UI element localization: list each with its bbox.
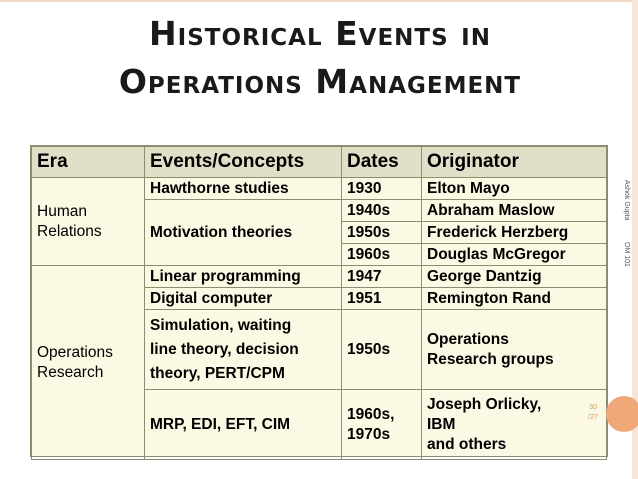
page-total: /27 [588,414,598,421]
originator-line: IBM [427,415,456,433]
originator-cell: George Dantzig [422,266,607,288]
date-cell: 1930 [342,178,422,200]
originator-cell: Douglas McGregor [422,244,607,266]
originator-cell: Elton Mayo [422,178,607,200]
title-line-2: Operations Management [118,62,522,101]
originator-line: Joseph Orlicky, [427,395,542,413]
events-table-container [30,145,608,457]
table-row [32,266,607,288]
page-edge [0,0,638,2]
date-cell: 1940s [342,200,422,222]
slide-footer-vertical [612,180,638,280]
title-line-1: Historical Events in [149,14,491,53]
date-line: 1970s [347,425,391,443]
header-dates: Dates [342,147,422,178]
event-cell: MRP, EDI, EFT, CIM [145,390,342,460]
date-cell: 1950s [342,222,422,244]
date-cell: 1947 [342,266,422,288]
date-cell [342,390,422,460]
header-events: Events/Concepts [145,147,342,178]
event-cell [145,310,342,390]
course-label: OM 101 [623,242,630,267]
originator-line: and others [427,435,507,453]
originator-cell: Remington Rand [422,288,607,310]
date-line: 1960s, [347,405,395,423]
originator-line: Research groups [427,350,554,368]
era-label-line: Relations [37,222,102,240]
events-table [31,146,607,460]
slide-title [60,10,580,106]
era-operations-research [32,266,145,460]
date-cell: 1960s [342,244,422,266]
page-current: 30 [589,404,597,411]
author-label: Ashok Gupta [623,180,630,221]
event-line: theory, PERT/CPM [150,364,285,382]
originator-cell [422,310,607,390]
event-line: line theory, decision [150,340,299,358]
table-row [32,178,607,200]
originator-cell: Abraham Maslow [422,200,607,222]
event-cell: Hawthorne studies [145,178,342,200]
era-label-line: Human [37,202,87,220]
header-originator: Originator [422,147,607,178]
event-cell: Digital computer [145,288,342,310]
originator-cell: Frederick Herzberg [422,222,607,244]
page-number [573,403,613,441]
event-cell: Linear programming [145,266,342,288]
event-cell: Motivation theories [145,200,342,266]
date-cell: 1951 [342,288,422,310]
era-human-relations [32,178,145,266]
era-label-line: Operations [37,343,113,361]
originator-line: Operations [427,330,509,348]
table-header-row [32,147,607,178]
header-era: Era [32,147,145,178]
event-line: Simulation, waiting [150,316,292,334]
date-cell: 1950s [342,310,422,390]
era-label-line: Research [37,363,104,381]
